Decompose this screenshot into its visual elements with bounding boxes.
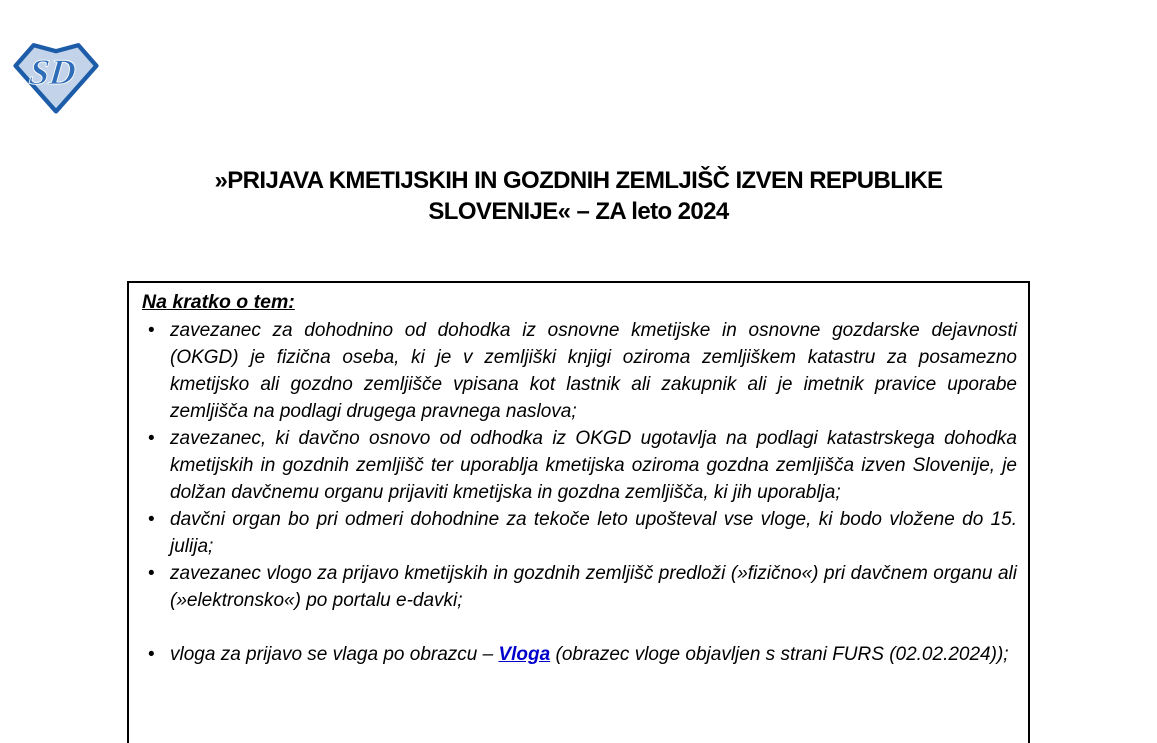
bullet-item-3: • davčni organ bo pri odmeri dohodnine za tekoče leto upošteval vse vloge, ki bodo vložene do 15. julija; — [142, 506, 1017, 560]
bullet-list — [142, 317, 1017, 668]
box-heading: Na kratko o tem: — [142, 291, 295, 313]
bullet-item-4: • zavezanec vlogo za prijavo kmetijskih in gozdnih zemljišč predloži (»fizično«) pri davčnem organu ali (»elektronsko«) po portalu e-davki; — [142, 560, 1017, 614]
vloga-link[interactable]: Vloga — [498, 644, 551, 665]
bullet-item-2: • zavezanec, ki davčno osnovo od odhodka iz OKGD ugotavlja na podlagi katastrskega dohodka kmetijskih in gozdnih zemljišč ter uporablja kmetijska oziroma gozdna zemljišča izven Slovenije, je dolžan davčnemu organu prijaviti kmetijska in gozdna zemljišča, ki jih uporablja; — [142, 425, 1017, 506]
page-title-line-2: SLOVENIJE« – ZA leto 2024 — [428, 198, 729, 225]
bullet-5-suffix: (obrazec vloge objavljen s strani FURS (02.02.2024)); — [550, 644, 1009, 665]
bullet-5-prefix: vloga za prijavo se vlaga po obrazcu – — [170, 644, 499, 665]
sd-logo-letters: SD — [27, 51, 78, 92]
sd-logo — [13, 39, 99, 115]
summary-box — [127, 281, 1030, 743]
page-title-line-1: »PRIJAVA KMETIJSKIH IN GOZDNIH ZEMLJIŠČ IZVEN REPUBLIKE — [214, 167, 943, 194]
bullet-item-1: • zavezanec za dohodnino od dohodka iz osnovne kmetijske in osnovne gozdarske dejavnosti (OKGD) je fizična oseba, ki je v zemljiški knjigi oziroma zemljiškem katastru za posamezno kmetijsko ali gozdno zemljišče vpisana kot lastnik ali zakupnik ali je imetnik pravice uporabe zemljišča na podlagi drugega pravnega naslova; — [142, 317, 1017, 425]
sd-shield-icon — [13, 39, 99, 115]
page-title — [0, 165, 1157, 227]
bullet-item-5 — [142, 641, 1017, 668]
